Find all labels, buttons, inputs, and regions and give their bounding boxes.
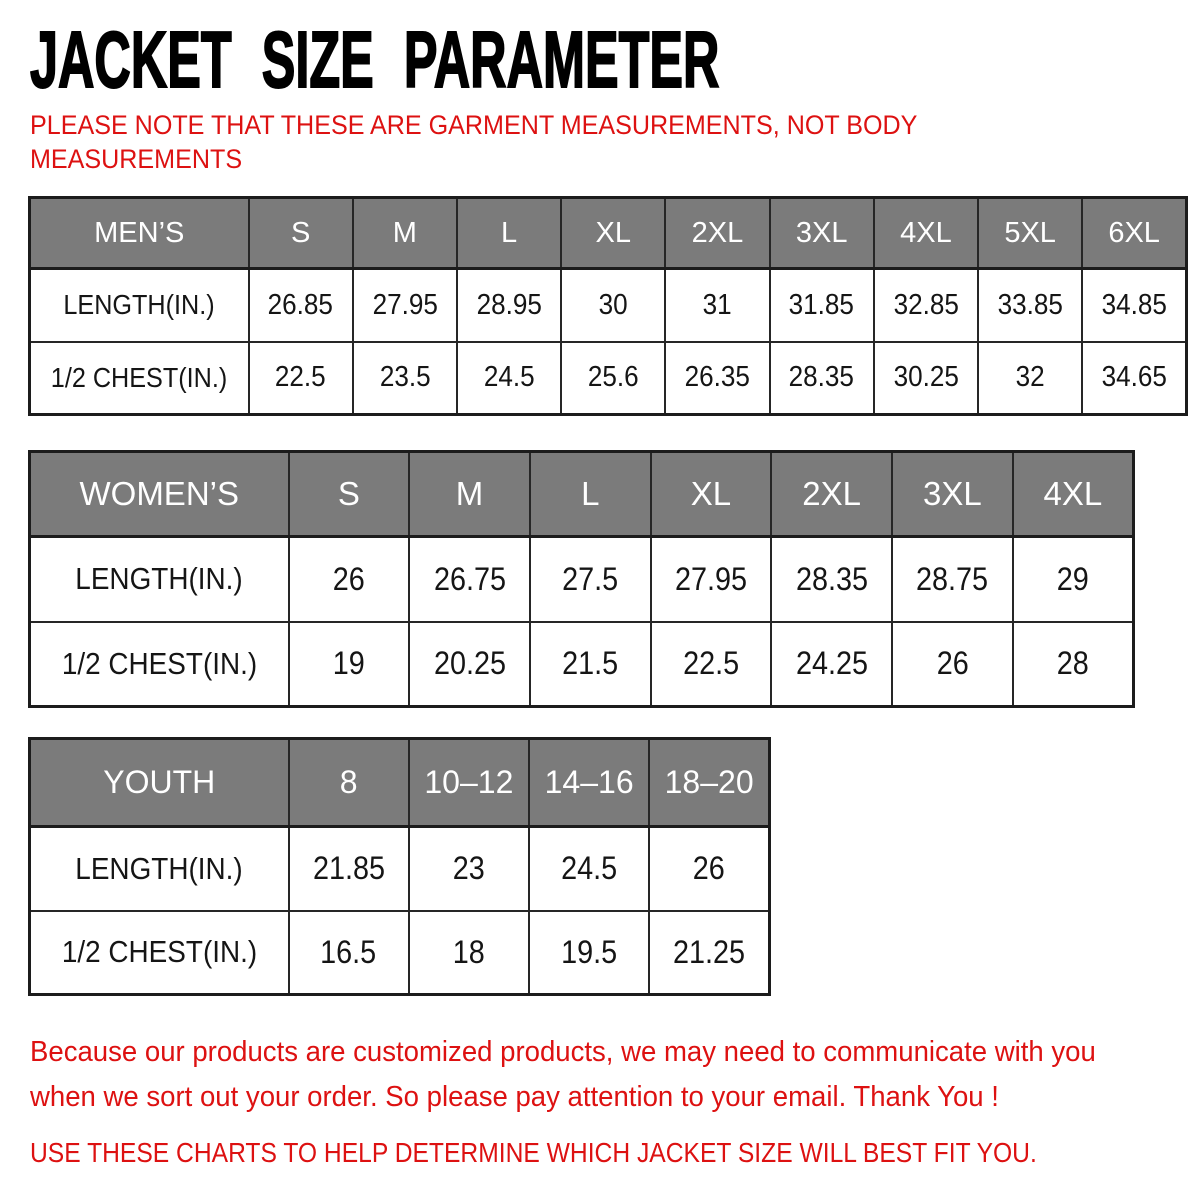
womens-size-header-5: 3XL xyxy=(892,452,1013,537)
youth-row-label-0: LENGTH(IN.) xyxy=(30,827,289,911)
womens-value-1-5: 26 xyxy=(892,622,1013,707)
garment-measurements-note xyxy=(30,108,984,176)
womens-size-header-3: XL xyxy=(651,452,772,537)
youth-size-table xyxy=(28,737,771,996)
mens-value-0-7: 33.85 xyxy=(978,269,1082,342)
youth-table-title: YOUTH xyxy=(30,739,289,827)
customization-notice-line-1: Because our products are customized products, we may need to communicate with you xyxy=(30,1036,1096,1068)
mens-row-label-0: LENGTH(IN.) xyxy=(30,269,249,342)
womens-table xyxy=(28,450,1135,708)
womens-value-1-2: 21.5 xyxy=(530,622,651,707)
mens-value-1-3: 25.6 xyxy=(561,342,665,415)
mens-size-table xyxy=(28,196,1188,416)
youth-value-0-2: 24.5 xyxy=(529,827,649,911)
mens-value-0-2: 28.95 xyxy=(457,269,561,342)
womens-size-header-0: S xyxy=(289,452,410,537)
mens-value-1-0: 22.5 xyxy=(249,342,353,415)
mens-table-title: MEN’S xyxy=(30,198,249,269)
mens-value-0-4: 31 xyxy=(665,269,769,342)
mens-data-row-1 xyxy=(30,342,1187,415)
womens-row-label-1: 1/2 CHEST(IN.) xyxy=(30,622,289,707)
mens-size-header-5: 3XL xyxy=(770,198,874,269)
mens-size-header-7: 5XL xyxy=(978,198,1082,269)
youth-value-0-3: 26 xyxy=(649,827,769,911)
mens-value-0-0: 26.85 xyxy=(249,269,353,342)
youth-size-header-1: 10–12 xyxy=(409,739,529,827)
customization-notice-line-2: when we sort out your order. So please pay attention to your email. Thank You ! xyxy=(30,1081,999,1113)
mens-size-header-4: 2XL xyxy=(665,198,769,269)
womens-value-1-0: 19 xyxy=(289,622,410,707)
womens-value-0-2: 27.5 xyxy=(530,537,651,622)
youth-table xyxy=(28,737,771,996)
womens-size-header-6: 4XL xyxy=(1013,452,1134,537)
youth-size-header-2: 14–16 xyxy=(529,739,649,827)
mens-size-header-0: S xyxy=(249,198,353,269)
mens-header-row xyxy=(30,198,1187,269)
mens-value-1-5: 28.35 xyxy=(770,342,874,415)
womens-row-label-0: LENGTH(IN.) xyxy=(30,537,289,622)
mens-table xyxy=(28,196,1188,416)
mens-row-label-1: 1/2 CHEST(IN.) xyxy=(30,342,249,415)
mens-data-row-0 xyxy=(30,269,1187,342)
youth-data-row-1 xyxy=(30,911,770,995)
youth-row-label-1: 1/2 CHEST(IN.) xyxy=(30,911,289,995)
mens-size-header-6: 4XL xyxy=(874,198,978,269)
mens-size-header-8: 6XL xyxy=(1082,198,1186,269)
youth-header-row xyxy=(30,739,770,827)
mens-value-1-1: 23.5 xyxy=(353,342,457,415)
mens-value-0-6: 32.85 xyxy=(874,269,978,342)
womens-value-0-3: 27.95 xyxy=(651,537,772,622)
womens-size-header-4: 2XL xyxy=(771,452,892,537)
youth-value-1-2: 19.5 xyxy=(529,911,649,995)
youth-value-0-0: 21.85 xyxy=(289,827,409,911)
mens-value-1-2: 24.5 xyxy=(457,342,561,415)
womens-table-title: WOMEN’S xyxy=(30,452,289,537)
youth-value-1-3: 21.25 xyxy=(649,911,769,995)
youth-size-header-0: 8 xyxy=(289,739,409,827)
note-line-2: MEASUREMENTS xyxy=(30,144,243,174)
womens-value-0-6: 29 xyxy=(1013,537,1134,622)
youth-value-0-1: 23 xyxy=(409,827,529,911)
womens-value-0-4: 28.35 xyxy=(771,537,892,622)
mens-size-header-2: L xyxy=(457,198,561,269)
mens-value-0-3: 30 xyxy=(561,269,665,342)
womens-size-header-2: L xyxy=(530,452,651,537)
mens-value-1-7: 32 xyxy=(978,342,1082,415)
womens-value-1-3: 22.5 xyxy=(651,622,772,707)
womens-value-1-1: 20.25 xyxy=(409,622,530,707)
womens-value-1-4: 24.25 xyxy=(771,622,892,707)
mens-value-1-8: 34.65 xyxy=(1082,342,1186,415)
mens-value-0-1: 27.95 xyxy=(353,269,457,342)
womens-size-header-1: M xyxy=(409,452,530,537)
customization-notice xyxy=(30,1030,1152,1120)
note-line-1: PLEASE NOTE THAT THESE ARE GARMENT MEASUREMENTS, NOT BODY xyxy=(30,110,918,140)
youth-size-header-3: 18–20 xyxy=(649,739,769,827)
womens-value-0-5: 28.75 xyxy=(892,537,1013,622)
womens-value-0-1: 26.75 xyxy=(409,537,530,622)
page-title: JACKET SIZE PARAMETER xyxy=(30,15,720,104)
mens-value-0-8: 34.85 xyxy=(1082,269,1186,342)
womens-data-row-1 xyxy=(30,622,1134,707)
youth-data-row-0 xyxy=(30,827,770,911)
fit-advice-line: USE THESE CHARTS TO HELP DETERMINE WHICH JACKET SIZE WILL BEST FIT YOU. xyxy=(30,1137,1037,1168)
womens-value-0-0: 26 xyxy=(289,537,410,622)
womens-data-row-0 xyxy=(30,537,1134,622)
youth-value-1-0: 16.5 xyxy=(289,911,409,995)
womens-header-row xyxy=(30,452,1134,537)
mens-value-0-5: 31.85 xyxy=(770,269,874,342)
youth-value-1-1: 18 xyxy=(409,911,529,995)
mens-value-1-6: 30.25 xyxy=(874,342,978,415)
mens-value-1-4: 26.35 xyxy=(665,342,769,415)
mens-size-header-1: M xyxy=(353,198,457,269)
mens-size-header-3: XL xyxy=(561,198,665,269)
womens-value-1-6: 28 xyxy=(1013,622,1134,707)
womens-size-table xyxy=(28,450,1135,708)
